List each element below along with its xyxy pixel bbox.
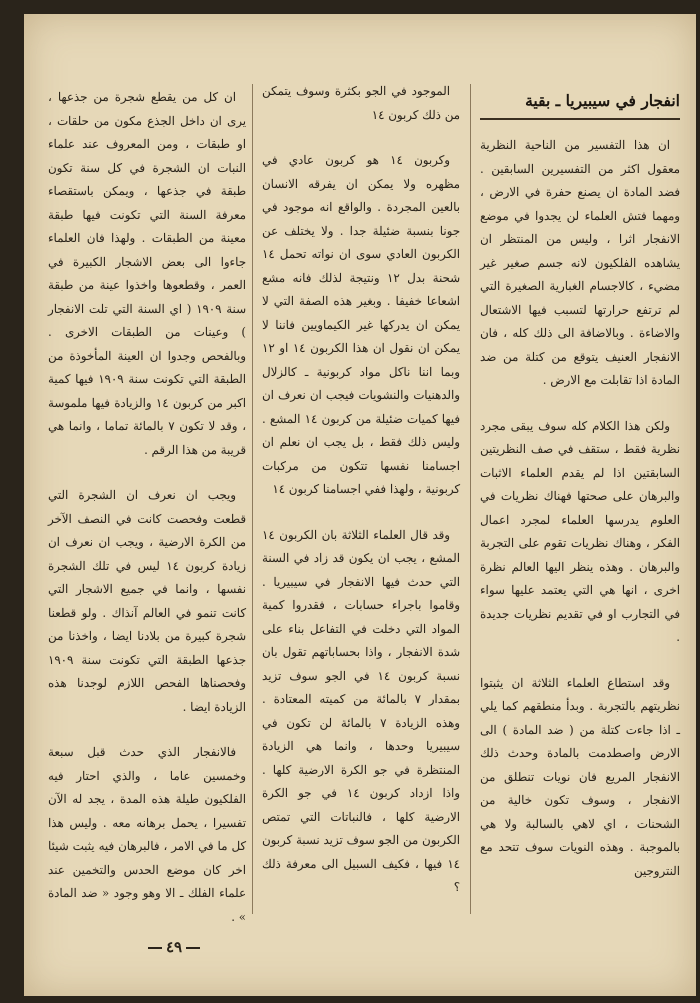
paragraph: ولكن هذا الكلام كله سوف يبقى مجرد نظرية فقط ، ستقف في صف النظريتين السابقتين اذا لم يقدم العلماء الاثبات والبرهان على صحتها فهناك نظريات في العلوم يدرسها العلماء لمجرد اعمال الفكر ، وهناك نظريات تقوم على التجربة والبرهان . وهذه ينظر اليها العالم نظرة اخرى ، انها هي التي يعتمد عليها سواء في التجارب او في تقديم نظريات جديدة . <box>480 418 680 644</box>
paragraph: ويجب ان نعرف ان الشجرة التي قطعت وفحصت كانت في النصف الآخر من الكرة الارضية ، ويجب ان نعرف ان زيادة كربون ١٤ ليس في تلك الشجرة نفسها ، وانما في جميع الاشجار التي كانت تنمو في العالم آنذاك . ولو قطعنا شجرة كبيرة من بلادنا ايضا ، واخذنا من جذعها الطبقة التي تكونت سنة ١٩٠٩ وفحصناها الفحص اللازم لوجدنا هذه الزيادة ايضا . <box>48 488 246 714</box>
paragraph: فالانفجار الذي حدث قبل سبعة وخمسين عاما ، والذي احتار فيه الفلكيون طيلة هذه المدة ، يجد له الآن تفسيرا ، يحمل برهانه معه . وليس هذا كل ما في الامر ، فالبرهان فيه يثبت شيئا اخر كان موضع الحدس والتخمين عند علماء الفلك ـ الا وهو وجود « ضد المادة » . <box>48 745 246 924</box>
column-divider <box>252 84 253 914</box>
paragraph: وقد استطاع العلماء الثلاثة ان يثبتوا نظريتهم بالتجربة . وبدأ منطقهم كما يلي ـ اذا جاءت كتلة من ( ضد المادة ) الى الارض واصطدمت بالمادة وحدث ذلك الانفجار المريع فان نويات تنطلق من الانفجار ، وسوف تكون خالية من الشحنات ، اي لاهي بالسالبة ولا هي بالموجبة . وهذه النويات سوف تتحد مع النتروجين <box>480 675 680 878</box>
left-column <box>48 86 246 951</box>
paragraph: ان كل من يقطع شجرة من جذعها ، يرى ان داخل الجذع مكون من حلقات ، او طبقات ، ومن المعروف عند علماء النبات ان الشجرة في كل سنة تكون طبقة في جذعها ، ويمكن باستقصاء معرفة السنة التي تكونت فيها طبقة معينة من الطبقات . ولهذا فان العلماء جاءوا الى بعض الاشجار الكبيرة في العمر ، وقطعوها واخذوا عينة من طبقة سنة ١٩٠٩ ( اي السنة التي تلت الانفجار ) وعينات من الطبقات الاخرى . وبالفحص وجدوا ان العينة المأخوذة من الطبقة التي تكونت سنة ١٩٠٩ فيها كمية اكبر من كربون ١٤ والزيادة فيها ملموسة ، وقد لا تكون ٧ بالمائة تماما ، وانما هي قريبة من هذا الرقم . <box>48 90 247 457</box>
article-title: انفجار في سيبيريا ـ بقية <box>480 84 680 120</box>
column-divider <box>470 84 471 914</box>
page-number: ٤٩ <box>144 938 204 956</box>
paragraph: الموجود في الجو بكثرة وسوف يتمكن من ذلك كربون ١٤ <box>262 84 460 122</box>
paragraph: وقد قال العلماء الثلاثة بان الكربون ١٤ المشع ، يجب ان يكون قد زاد في السنة التي حدث فيها الانفجار في سيبيريا . وقاموا باجراء حسابات ، فقدروا كمية المواد التي دخلت في التفاعل بناء على شدة الانفجار ، واذا بحساباتهم تقول بان نسبة كربون ١٤ في الجو سوف تزيد بمقدار ٧ بالمائة من كميته المعتادة . وهذه الزيادة ٧ بالمائة لن تكون في سيبيريا وحدها ، وانما هي الزيادة المنتظرة في جو الكرة الارضية كلها . واذا ازداد كربون ١٤ في جو الكرة الارضية كلها ، فالنباتات التي تمتص الكربون من الجو سوف تزيد نسبة كربون ١٤ فيها ، فكيف السبيل الى معرفة ذلك ؟ <box>262 527 461 894</box>
paragraph: ان هذا التفسير من الناحية النظرية معقول اكثر من التفسيرين السابقين . فضد المادة ان يصنع حفرة في الارض ، ومهما فتش العلماء لن يجدوا في موضع الانفجار اثرا ، وليس من المنتظر ان يشاهده الفلكيون لانه جسم صغير غير مضيء ، كالاجسام الغبارية الصغيرة التي لم ترتفع حرارتها لتسبب فيها الاشتعال والاضاءة . وبالاضافة الى ذلك كله ، فان الانفجار العنيف يتوقع من كتلة من ضد المادة اذا تقابلت مع الارض . <box>480 138 680 387</box>
paragraph: وكربون ١٤ هو كربون عادي في مظهره ولا يمكن ان يفرقه الانسان بالعين المجردة . والواقع انه موجود في جونا بنسبة ضئيلة جدا . ولا يختلف عن الكربون العادي سوى ان نواته تحمل ١٤ شحنة بدل ١٢ ونتيجة لذلك فانه مشع اشعاعا خفيفا . وبغير هذه الصفة التي لا يمكن ان يدركها غير الكيماويين فاننا لا يمكن ان نقول ان هذا الكربون ١٤ او ١٢ وبما اننا ناكل مواد كربونية ـ كالزلال والدهنيات والنشويات فيجب ان نعرف ان فيها كميات ضئيلة من كربون ١٤ المشع . وليس ذلك فقط ، بل يجب ان نعلم ان اجسامنا نفسها تتكون من مركبات كربونية ، ولهذا ففي اجسامنا كربون ١٤ <box>262 153 460 496</box>
right-column <box>480 134 680 905</box>
magazine-page <box>24 14 696 996</box>
middle-column <box>262 80 460 922</box>
